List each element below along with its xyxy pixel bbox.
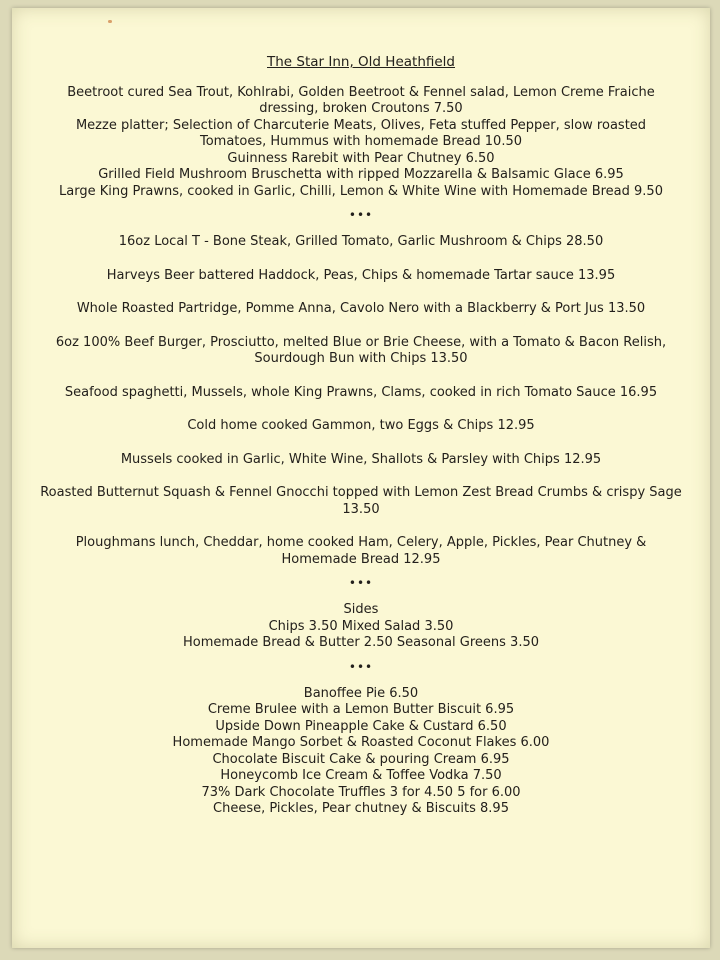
- menu-content: [12, 54, 710, 818]
- main-item: Cold home cooked Gammon, two Eggs & Chips 12.95: [187, 418, 535, 433]
- sides-heading: Sides: [343, 602, 379, 617]
- menu-page: [12, 8, 710, 948]
- main-item: Harveys Beer battered Haddock, Peas, Chips & homemade Tartar sauce 13.95: [106, 267, 616, 283]
- dessert-item: Homemade Mango Sorbet & Roasted Coconut Flakes 6.00: [172, 735, 550, 750]
- dessert-item: 73% Dark Chocolate Truffles 3 for 4.50 5 for 6.00: [201, 784, 521, 800]
- starter-item: Beetroot cured Sea Trout, Kohlrabi, Golden Beetroot & Fennel salad, Lemon Creme Fraiche dressing, broken Croutons 7.50: [67, 84, 655, 116]
- starter-item: Mezze platter; Selection of Charcuterie Meats, Olives, Feta stuffed Pepper, slow roasted Tomatoes, Hummus with homemade Bread 10.50: [75, 117, 647, 149]
- dessert-item: Banoffee Pie 6.50: [303, 685, 419, 701]
- main-item: Seafood spaghetti, Mussels, whole King Prawns, Clams, cooked in rich Tomato Sauce 16.95: [64, 384, 658, 400]
- dessert-item: Honeycomb Ice Cream & Toffee Vodka 7.50: [220, 768, 502, 783]
- sides-line: Chips 3.50 Mixed Salad 3.50: [268, 618, 454, 634]
- starters-section: [12, 85, 710, 201]
- main-item: Roasted Butternut Squash & Fennel Gnocchi topped with Lemon Zest Bread Crumbs & crispy Sage 13.50: [40, 485, 682, 517]
- separator: •••: [348, 659, 374, 674]
- dessert-item: Creme Brulee with a Lemon Butter Biscuit 6.95: [207, 702, 515, 717]
- mains-section: [12, 234, 710, 568]
- separator: •••: [348, 576, 374, 590]
- main-item: Ploughmans lunch, Cheddar, home cooked Ham, Celery, Apple, Pickles, Pear Chutney & Homemade Bread 12.95: [75, 535, 647, 567]
- sides-section: [12, 602, 710, 652]
- starter-item: Grilled Field Mushroom Bruschetta with ripped Mozzarella & Balsamic Glace 6.95: [98, 167, 624, 182]
- dessert-item: Chocolate Biscuit Cake & pouring Cream 6.95: [212, 751, 510, 767]
- starter-item: Guinness Rarebit with Pear Chutney 6.50: [227, 150, 495, 166]
- dessert-item: Upside Down Pineapple Cake & Custard 6.50: [215, 718, 507, 734]
- desserts-section: [12, 686, 710, 818]
- separator: •••: [348, 208, 374, 222]
- menu-title: The Star Inn, Old Heathfield: [267, 54, 455, 70]
- main-item: 6oz 100% Beef Burger, Prosciutto, melted Blue or Brie Cheese, with a Tomato & Bacon Relish, Sourdough Bun with Chips 13.50: [55, 334, 667, 366]
- paper-speck: [108, 20, 112, 23]
- starter-item: Large King Prawns, cooked in Garlic, Chilli, Lemon & White Wine with Homemade Bread 9.50: [59, 183, 663, 199]
- main-item: 16oz Local T - Bone Steak, Grilled Tomato, Garlic Mushroom & Chips 28.50: [118, 234, 604, 249]
- main-item: Whole Roasted Partridge, Pomme Anna, Cavolo Nero with a Blackberry & Port Jus 13.50: [76, 301, 646, 316]
- main-item: Mussels cooked in Garlic, White Wine, Shallots & Parsley with Chips 12.95: [120, 451, 602, 467]
- sides-line: Homemade Bread & Butter 2.50 Seasonal Greens 3.50: [182, 635, 539, 650]
- dessert-item: Cheese, Pickles, Pear chutney & Biscuits 8.95: [213, 801, 509, 816]
